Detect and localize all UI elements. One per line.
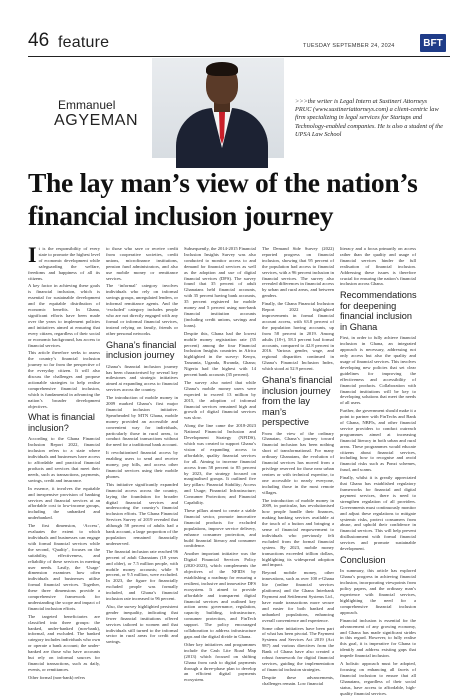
author-bio: >>>the writer is Legal Intern at Sustineri Attorneys PRUC (www.sustineriattorneys.com) a client-centric law firm specializing in legal services for Startups and Technology-enabled companies. He is also a student of the UPSA Law School [295,98,443,138]
paragraph: In summary, this article has explored Ghana’s progress in achieving financial inclusion, incorporating viewpoints from policy papers, and the ordinary man’s experience with financial services, highlighting the need for a comprehensive financial inclusion approach. [340,568,416,615]
subheading: Ghana’s financial inclusion journey from the lay man’s perspective [262,375,333,428]
article-column-2 [106,246,178,684]
page-number: 46 [28,30,50,51]
paragraph: Ghana’s financial inclusion journey has been characterised by several key milestones and strategic initiatives aimed at expanding access to financial services across the country. [106,363,178,393]
paragraph: The introduction of mobile money in 2009 marked Ghana’s first major financial inclusion initiative. Spearheaded by MTN Ghana, mobile money provided an accessible and convenient way for individuals, particularly those in rural areas, to conduct financial transactions without the need for a traditional bank account. [106,395,178,448]
issue-date: TUESDAY SEPTEMBER 24, 2024 [303,43,395,49]
paragraph: Beyond mobile money, other innovations, such as over 100 e-Ghana lite (online financial services platforms) and the Ghana Interbank Payment and Settlement Systems Ltd., have made transactions more secure and easier for both banked and unbanked populations, enhancing overall convenience and experience. [262,570,334,623]
subheading: Recommendations for deepening financial inclusion in Ghana [340,290,417,332]
paragraph: Further, the government should make it a point to partner with FinTechs and Bank of Ghana, NBFIs, and other financial service providers to conduct outreach programmes aimed at increasing financial literacy in both urban and rural areas. These programmes would educate citizens about financial services, including how to recognise and avoid financial risks such as Ponzi schemes, fraud, and scams. [340,408,416,473]
paragraph: It revolutionised financial access by enabling users to send and receive money, pay bills, and access other financial services using their mobile phones. [106,450,178,479]
paragraph: literacy and a focus primarily on access rather than the quality and usage of financial services hinder the full realisation of financial inclusion. Addressing these issues is therefore crucial for ensuring the nation’s financial inclusion across Ghana. [340,246,416,287]
paragraph: The Demand Side Survey (2022) reported progress on financial inclusion, showing that 95 percent of the population had access to financial services, with a 96 percent inclusion in financial services. The survey also revealed differences in financial access by urban and rural areas, and between genders. [262,246,334,299]
section-label: feature [58,34,110,51]
author-first-name: Emmanuel [58,98,116,112]
article-column-4 [262,246,334,684]
author-last-name: AGYEMAN [54,112,139,129]
paragraph: In essence, it involves the equitable and inexpensive provision of banking services and financial services at an affordable cost to low-income groups, including the unbanked and underbanked. [28,485,100,521]
paragraph: The financial inclusion rate reached 96 percent of adult Ghanaians (18 years and older), or 7.5 million people, with mobile money accounts; while 9 percent, or 9.5 million, were excluded. In 2023, the figure for financially excluded people was formally included, and Ghana’s financial inclusion rate increased to 96 percent. [106,548,178,602]
paragraph: First, in order to fully achieve financial inclusion in Ghana, an integrated approach is necessary, addressing not only access but also the quality and usage of financial services. This involves developing new policies that set clear guidelines for improving the effectiveness and accessibility of financial products. Collaboration with financial institutions will be key to developing solutions that meet the needs of all users. [340,335,416,406]
paragraph: Other formal (non-bank) refers [28,674,86,680]
paragraph: Finally, the Ghana Financial Inclusion Report 2022 highlighted improvements in formal financial account access, with 63.8 percent of the population having accounts, up from 58 percent in 2019. Among adults (18+), 58.3 percent had formal accounts, compared to 42.8 percent in 2016. Various gender, wage, and regional disparities continued in Ghana’s Financial Inclusion Index, which stood at 52.9 percent. [262,301,334,372]
subheading: What is financial inclusion? [28,412,95,433]
paragraph-text: t is the responsibility of every state to promote the highest level of economic development while safeguarding the welfare, freedoms and happiness of all its citizens. [28,246,100,281]
paragraph: Financial inclusion is essential for the advancement of any growing economy, and Ghana has made significant strides in this regard. However, to fully realise this goal, it is imperative for Ghana to identify and address existing gaps that impede financial inclusion. [340,617,416,659]
header-rule [28,56,450,57]
article-column-3 [184,246,256,684]
paragraph: This initiative significantly expanded financial access across the country, laying the foundation for broader digital financial services and underscoring the country’s financial inclusion efforts. The Ghana Financial Services Survey of 2019 revealed that although 58 percent of adults had a bank account, a large proportion of the population remained financially underserved. [106,481,178,546]
paragraph: The ‘informal’ category involves individuals who rely on informal savings groups, unregulated lenders, or informal remittance agents. And the ‘excluded’ category includes people who are not directly engaged with any formal or informal financial services, instead relying on family, friends or other personal networks. [106,283,178,336]
paragraph: Despite this, Ghana had the lowest mobile money registration rate (35 percent) among the four Financial Inclusion Insights countries in Africa highlighted in the survey: Kenya, Tanzania, Uganda, Rwanda, Ghana; Nigeria had the highest with 14 percent bank accounts (35 percent). [184,330,256,378]
paragraph: Other key initiatives and programmes include the Cash Lite Road Map (2013) which focused on shifting Ghana from cash to digital payments through a three-phase plan to develop an efficient digital payments ecosystem. [184,641,256,683]
article-column-5 [340,246,417,696]
paragraph [28,242,100,281]
paragraph: Another important initiative was the Digital Financial Services Policy (2020-2023), which complements the objectives of the NFIDS by establishing a roadmap for ensuring a resilient, inclusive and innovative DFS ecosystem. It aimed to provide affordable and transparent digital financial services and outlined key action areas: governance, regulation, capacity building, infrastructure, consumer protection, and FinTech support. The policy encouraged collaboration to address infrastructure gaps and the digital divide in Ghana. [184,551,256,639]
paragraph: to those who save or receive credit from cooperative societies, credit unions, microfinance institutions, pension fund administrators, and also use mobile money or remittance services. [106,246,178,281]
paragraph: A key factor in achieving these goals is financial inclusion, which is essential for sustainable development and the equitable distribution of economic benefits. In Ghana, significant efforts have been made over the years to implement policies and initiatives aimed at ensuring that every citizen, regardless of their social or economic background, has access to financial services. [28,283,100,348]
paragraph: These pillars aimed to create a stable financial sector, promote innovative financial products for excluded populations, improve service delivery, enhance consumer protection, and build financial literacy and consumer confidence. [184,507,256,549]
paragraph: The targeted beneficiaries are classified into three groups: the banked, under-banked (non-bank), informal, and excluded. The banked category includes individuals who own or operate a bank account; the under-banked are those who have accounts but rely on informal sources for financial transactions, such as daily, events, or remittances. [28,613,100,672]
paragraph: This article therefore seeks to assess the country’s financial inclusion journey so far from the perspective of the everyday citizen. It will also discuss the challenges and propose actionable strategies to help realise comprehensive financial inclusion, which is fundamental in advancing the nation’s broader development objectives. [28,350,100,409]
drop-cap: I [28,242,37,267]
paragraph: According to the Ghana Financial Inclusion Report 2022, financial inclusion refers to a state where individuals and businesses have access to affordable and practical financial products and services that meet their needs, such as transactions, payments, savings, credit and insurance. [28,436,100,483]
paragraph: Along the line came the 2018-2023 National Financial Inclusion and Development Strategy (NFIDS), which was created to support Ghana’s vision of expanding access to affordable, quality financial services for all. Aiming to increase financial access from 58 percent to 85 percent by 2023, the strategy focused on marginalised groups. It outlined five key pillars: Financial Stability; Access and Usage; Financial Infrastructure; Consumer Protection; and Financial Capability. [184,423,256,506]
paragraph: Despite these advancements, challenges remain. Low financial [262,674,334,686]
article-column-1 [28,242,100,684]
bft-logo: BFT [420,34,446,52]
photo-hair [206,62,238,76]
paragraph: The introduction of mobile money in 2009, in particular, has revolutionised how people handle their finances, making banking services available at the touch of a button and bringing a sense of financial empowerment to individuals who previously felt excluded from the formal financial system. By 2023, mobile money transactions exceeded trillion dollars, highlighting its widespread adoption and impact. [262,497,334,568]
paragraph: Some other initiatives have been part of what has been pivotal. The Payment Systems and Services Act 2019 (Act 987) and various directives from the Bank of Ghana have also created a robust framework for digital financial services, guiding the implementation of financial inclusion strategies. [262,625,334,672]
paragraph: A holistic approach must be adopted, focusing on enhancing all facets of financial inclusion to ensure that all Ghanaians, regardless of their social status, have access to affordable, high-quality financial services. [340,661,416,696]
paragraph: Subsequently, the 2014-2015 Financial Inclusion Insights Survey was also conducted to monitor access to and demand for financial services as well as the adoption and use of digital financial services (DFS). The survey found that 35 percent of adult Ghanaians held financial accounts, with 35 percent having bank accounts, 35 percent registered for mobile money and 5 percent using non-bank financial institution accounts (including credit unions, savings and loans). [184,246,256,328]
paragraph: The first dimension, ‘Access’, evaluates the extent to which individuals and businesses can engage with formal financial services while the second, ‘Quality’, focuses on the suitability, effectiveness, and reliability of these services in meeting user needs. Lastly, the ‘Usage’ dimension examines how often individuals and businesses utilise formal financial services. Together, these three dimensions provide a comprehensive framework for understanding the scope and impact of financial inclusion efforts. [28,523,100,611]
subheading: Conclusion [340,554,386,565]
paragraph: The survey also noted that while Ghana’s mobile money users were expected to exceed 13 million by 2015, the adoption of informal financial services remained high and growth of digital financial services was slow. [184,379,256,421]
paragraph: Finally, whilst it is greatly appreciated that Ghana has established regulatory frameworks for financial and digital payment services, there is need to strengthen regulation of all providers. Governments must continuously monitor and adjust these regulations to mitigate systemic risks, protect consumers from abuse, and uphold their confidence in financial services. This will help prevent disillusionment with formal financial services and promote sustainable development. [340,475,416,552]
article-headline: The lay man’s view of the nation’s financial inclusion journey [28,167,418,231]
author-photo [152,58,284,158]
paragraph: From the view of the ordinary Ghanaian, Ghana’s journey toward financial inclusion has been nothing short of transformational. For many ordinary Ghanaians, the evolution of financial services has moved from a privilege reserved for those near urban centres or with technical expertise, to one accessible to nearly everyone, including those in the most remote villages. [262,430,334,495]
paragraph: Also, the survey highlighted persistent gender inequality, indicating that fewer financial institutions offered services tailored to women and that individuals still turned to the informal sector in rural areas for credit and savings. [106,603,178,645]
subheading: Ghana’s financial inclusion journey [106,339,177,361]
